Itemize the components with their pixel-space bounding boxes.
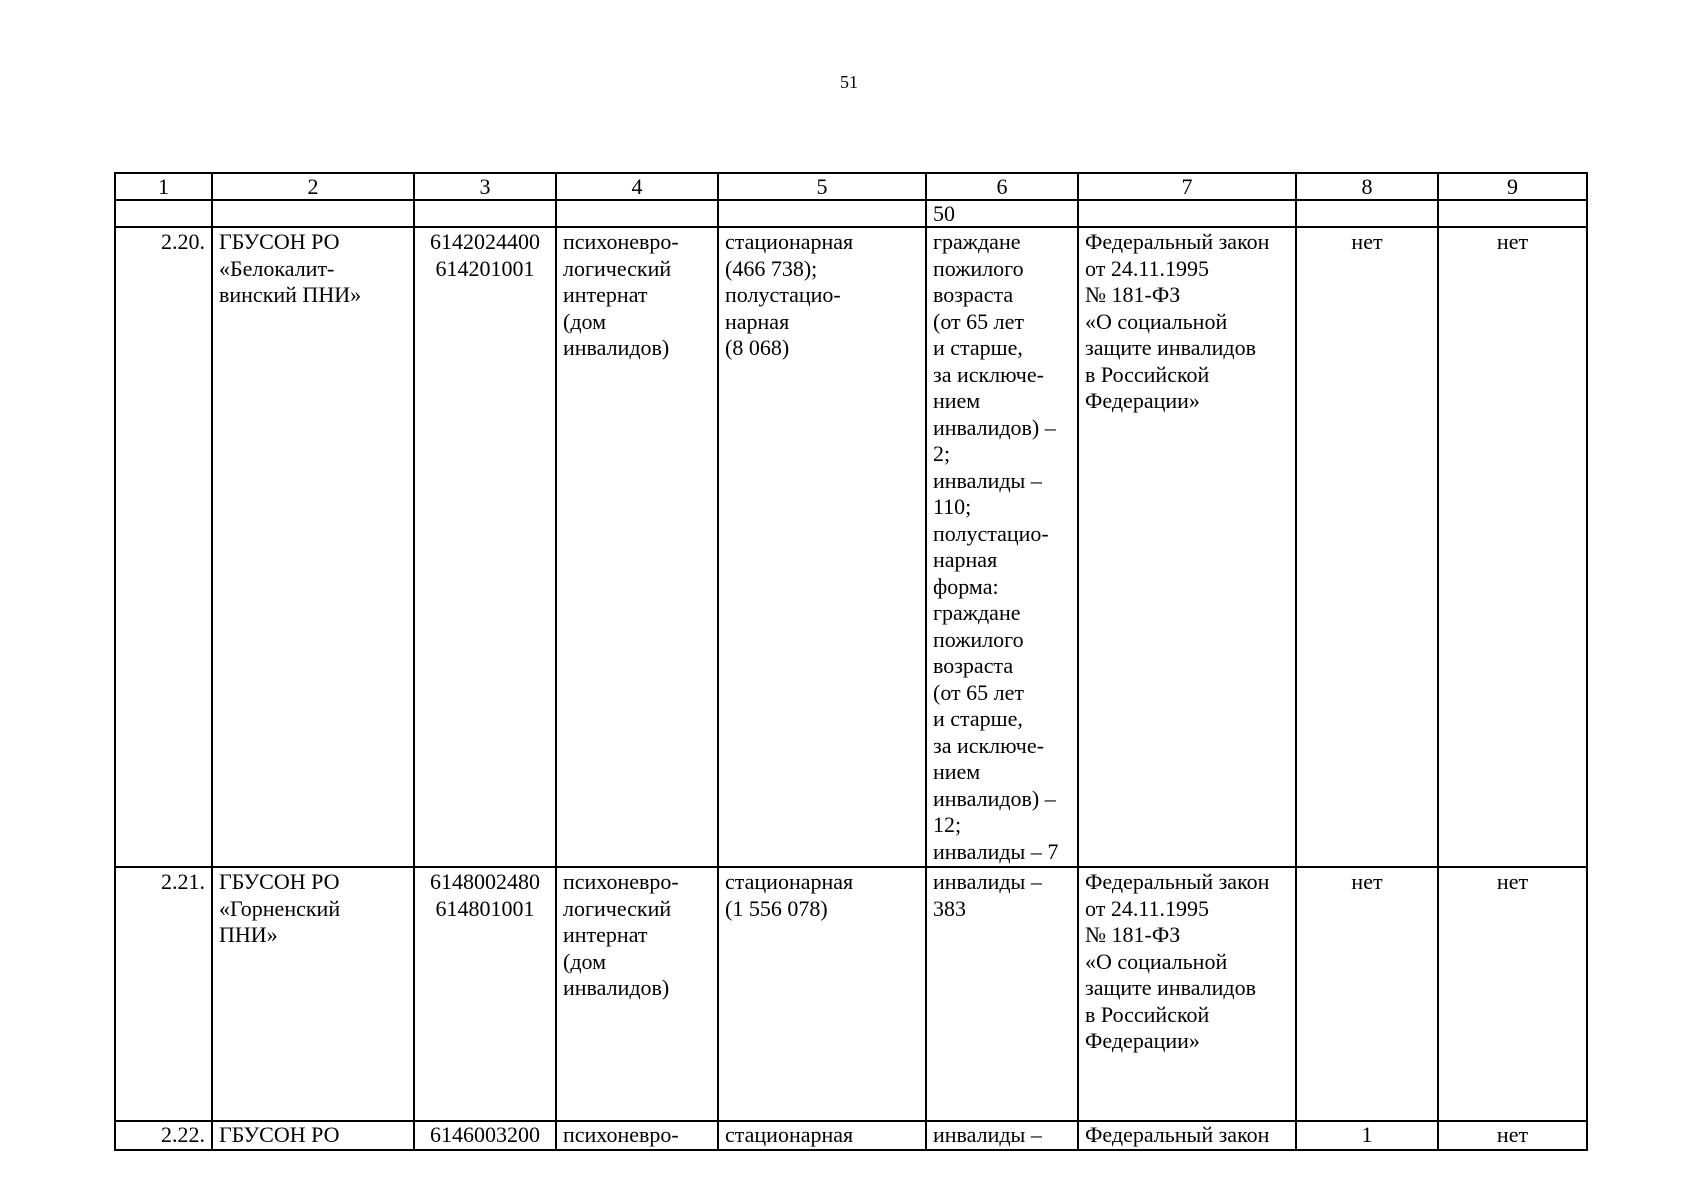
column-header: 5 (718, 173, 926, 200)
organization-name: ГБУСОН РО «Белокалит- винский ПНИ» (212, 227, 414, 867)
table-cell (212, 200, 414, 227)
column-header: 4 (556, 173, 718, 200)
page-number: 51 (840, 72, 858, 92)
column-9-value: нет (1438, 867, 1587, 1121)
institution-type: психоневро- логический интернат (дом инвалидов) (556, 227, 718, 867)
table-cell (115, 200, 212, 227)
legal-basis: Федеральный закон (1078, 1121, 1296, 1150)
organization-name: ГБУСОН РО «Горненский ПНИ» (212, 867, 414, 1121)
recipients: инвалиды – 383 (926, 867, 1078, 1121)
inn-kpp: 6146003200 (414, 1121, 556, 1150)
table-row (115, 867, 1587, 1121)
table-cell (1296, 200, 1438, 227)
row-number: 2.20. (115, 227, 212, 867)
inn-kpp: 6142024400 614201001 (414, 227, 556, 867)
column-header: 8 (1296, 173, 1438, 200)
column-header: 7 (1078, 173, 1296, 200)
column-9-value: нет (1438, 1121, 1587, 1150)
table-cell (556, 200, 718, 227)
column-9-value: нет (1438, 227, 1587, 867)
legal-basis: Федеральный закон от 24.11.1995 № 181-ФЗ «О социальной защите инвалидов в Российской Федерации» (1078, 227, 1296, 867)
table-row (115, 227, 1587, 867)
service-form: стационарная (466 738); полустацио- нарная (8 068) (718, 227, 926, 867)
column-header: 6 (926, 173, 1078, 200)
recipients: граждане пожилого возраста (от 65 лет и старше, за исключе- нием инвалидов) – 2; инвалиды – 110; полустацио- нарная форма: граждане пожилого возраста (от 65 лет и старше, за исключе- нием инвалидов) – 12; инвалиды – 7 (926, 227, 1078, 867)
institution-type: психоневро- (556, 1121, 718, 1150)
service-form: стационарная (1 556 078) (718, 867, 926, 1121)
institution-type: психоневро- логический интернат (дом инвалидов) (556, 867, 718, 1121)
column-header: 2 (212, 173, 414, 200)
column-8-value: нет (1296, 867, 1438, 1121)
continuation-value: 50 (926, 200, 1078, 227)
column-8-value: 1 (1296, 1121, 1438, 1150)
continuation-row (115, 200, 1587, 227)
registry-table (114, 172, 1588, 1151)
recipients: инвалиды – (926, 1121, 1078, 1150)
row-number: 2.21. (115, 867, 212, 1121)
table-cell (1438, 200, 1587, 227)
column-header: 1 (115, 173, 212, 200)
legal-basis: Федеральный закон от 24.11.1995 № 181-ФЗ «О социальной защите инвалидов в Российской Федерации» (1078, 867, 1296, 1121)
service-form: стационарная (718, 1121, 926, 1150)
row-number: 2.22. (115, 1121, 212, 1150)
column-header: 9 (1438, 173, 1587, 200)
column-number-row (115, 173, 1587, 200)
table-cell (718, 200, 926, 227)
inn-kpp: 6148002480 614801001 (414, 867, 556, 1121)
organization-name: ГБУСОН РО (212, 1121, 414, 1150)
table-cell (1078, 200, 1296, 227)
column-8-value: нет (1296, 227, 1438, 867)
column-header: 3 (414, 173, 556, 200)
table-cell (414, 200, 556, 227)
table-row (115, 1121, 1587, 1150)
